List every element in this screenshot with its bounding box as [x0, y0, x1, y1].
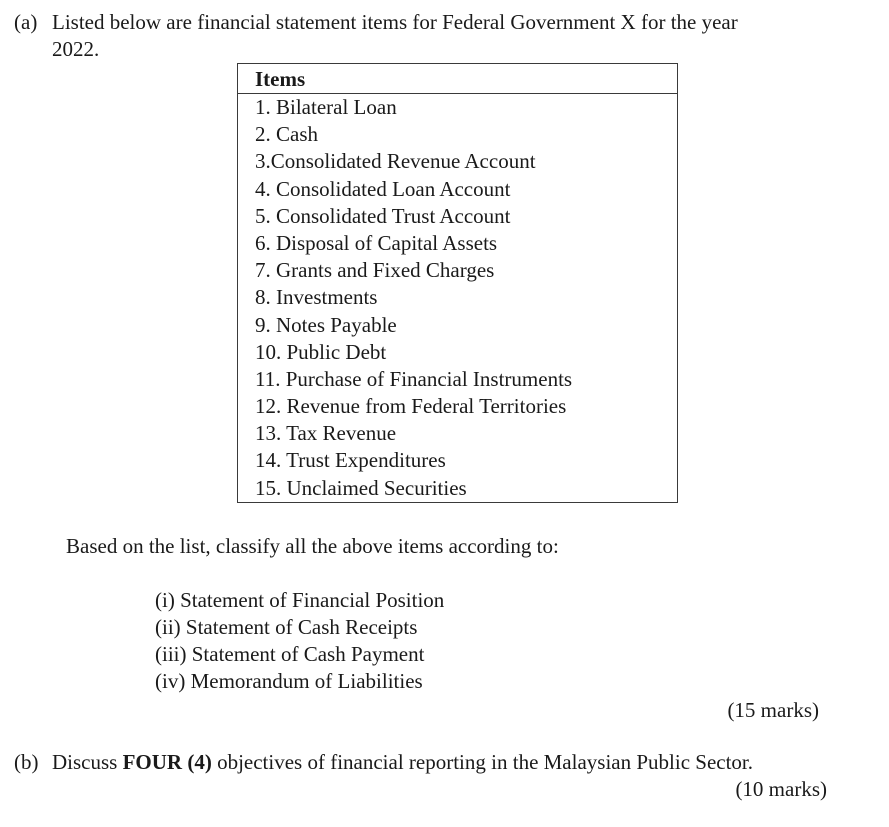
classification-list: [155, 587, 444, 695]
question-b-label: (b): [14, 750, 39, 774]
question-a-text-line1: Listed below are financial statement items for Federal Government X for the year: [52, 10, 738, 34]
items-table-header: Items: [238, 64, 677, 94]
question-b-text-bold: FOUR (4): [122, 750, 212, 774]
classification-item: (iv) Memorandum of Liabilities: [155, 669, 423, 693]
items-list: [238, 94, 677, 502]
question-a-text-line2: 2022.: [52, 37, 100, 61]
question-b-text: [52, 749, 753, 776]
list-item: 4. Consolidated Loan Account: [255, 176, 511, 201]
list-item: 12. Revenue from Federal Territories: [255, 394, 567, 419]
list-item: 2. Cash: [255, 122, 318, 147]
list-item: 7. Grants and Fixed Charges: [255, 258, 495, 283]
classify-intro: Based on the list, classify all the above items according to:: [66, 534, 559, 558]
classification-item: (i) Statement of Financial Position: [155, 588, 445, 612]
list-item: 9. Notes Payable: [255, 312, 397, 337]
items-table: [237, 63, 678, 503]
list-item: 3.Consolidated Revenue Account: [255, 149, 536, 174]
question-b-marks: (10 marks): [735, 777, 827, 801]
question-a-marks: (15 marks): [727, 698, 819, 722]
question-b-text-after: objectives of financial reporting in the Malaysian Public Sector.: [211, 750, 754, 774]
list-item: 5. Consolidated Trust Account: [255, 203, 511, 228]
classification-item: (ii) Statement of Cash Receipts: [155, 615, 418, 639]
question-b-text-before: Discuss: [52, 750, 123, 774]
list-item: 10. Public Debt: [255, 339, 387, 364]
list-item: 15. Unclaimed Securities: [255, 475, 467, 500]
list-item: 14. Trust Expenditures: [255, 448, 446, 473]
list-item: 13. Tax Revenue: [255, 421, 397, 446]
list-item: 6. Disposal of Capital Assets: [255, 230, 498, 255]
classification-item: (iii) Statement of Cash Payment: [155, 642, 425, 666]
list-item: 11. Purchase of Financial Instruments: [255, 366, 573, 391]
list-item: 1. Bilateral Loan: [255, 95, 397, 119]
list-item: 8. Investments: [255, 285, 378, 310]
question-a-label: (a): [14, 10, 38, 34]
